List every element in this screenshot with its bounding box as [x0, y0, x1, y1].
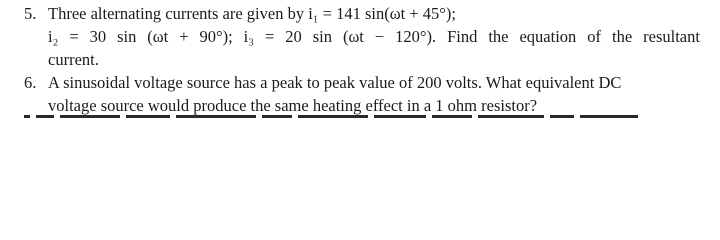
problem-text-line: voltage source would produce the same heating effect in a 1 ohm resistor? [48, 96, 538, 115]
problem-number: 6. [24, 73, 37, 92]
document-page [0, 0, 720, 118]
problem-text-line: A sinusoidal voltage source has a peak to peak value of 200 volts. What equivalent DC [48, 73, 622, 92]
problem-text-line: Three alternating currents are given by i₁ = 141 sin(ωt + 45°); [48, 4, 456, 23]
problem-number: 5. [24, 4, 37, 23]
cut-off-text-line [24, 112, 694, 118]
problem-text-line: current. [48, 50, 99, 69]
problem-text-line: i₂ = 30 sin (ωt + 90°); i₃ = 20 sin (ωt − 120°). Find the equation of the resultant [48, 27, 700, 46]
